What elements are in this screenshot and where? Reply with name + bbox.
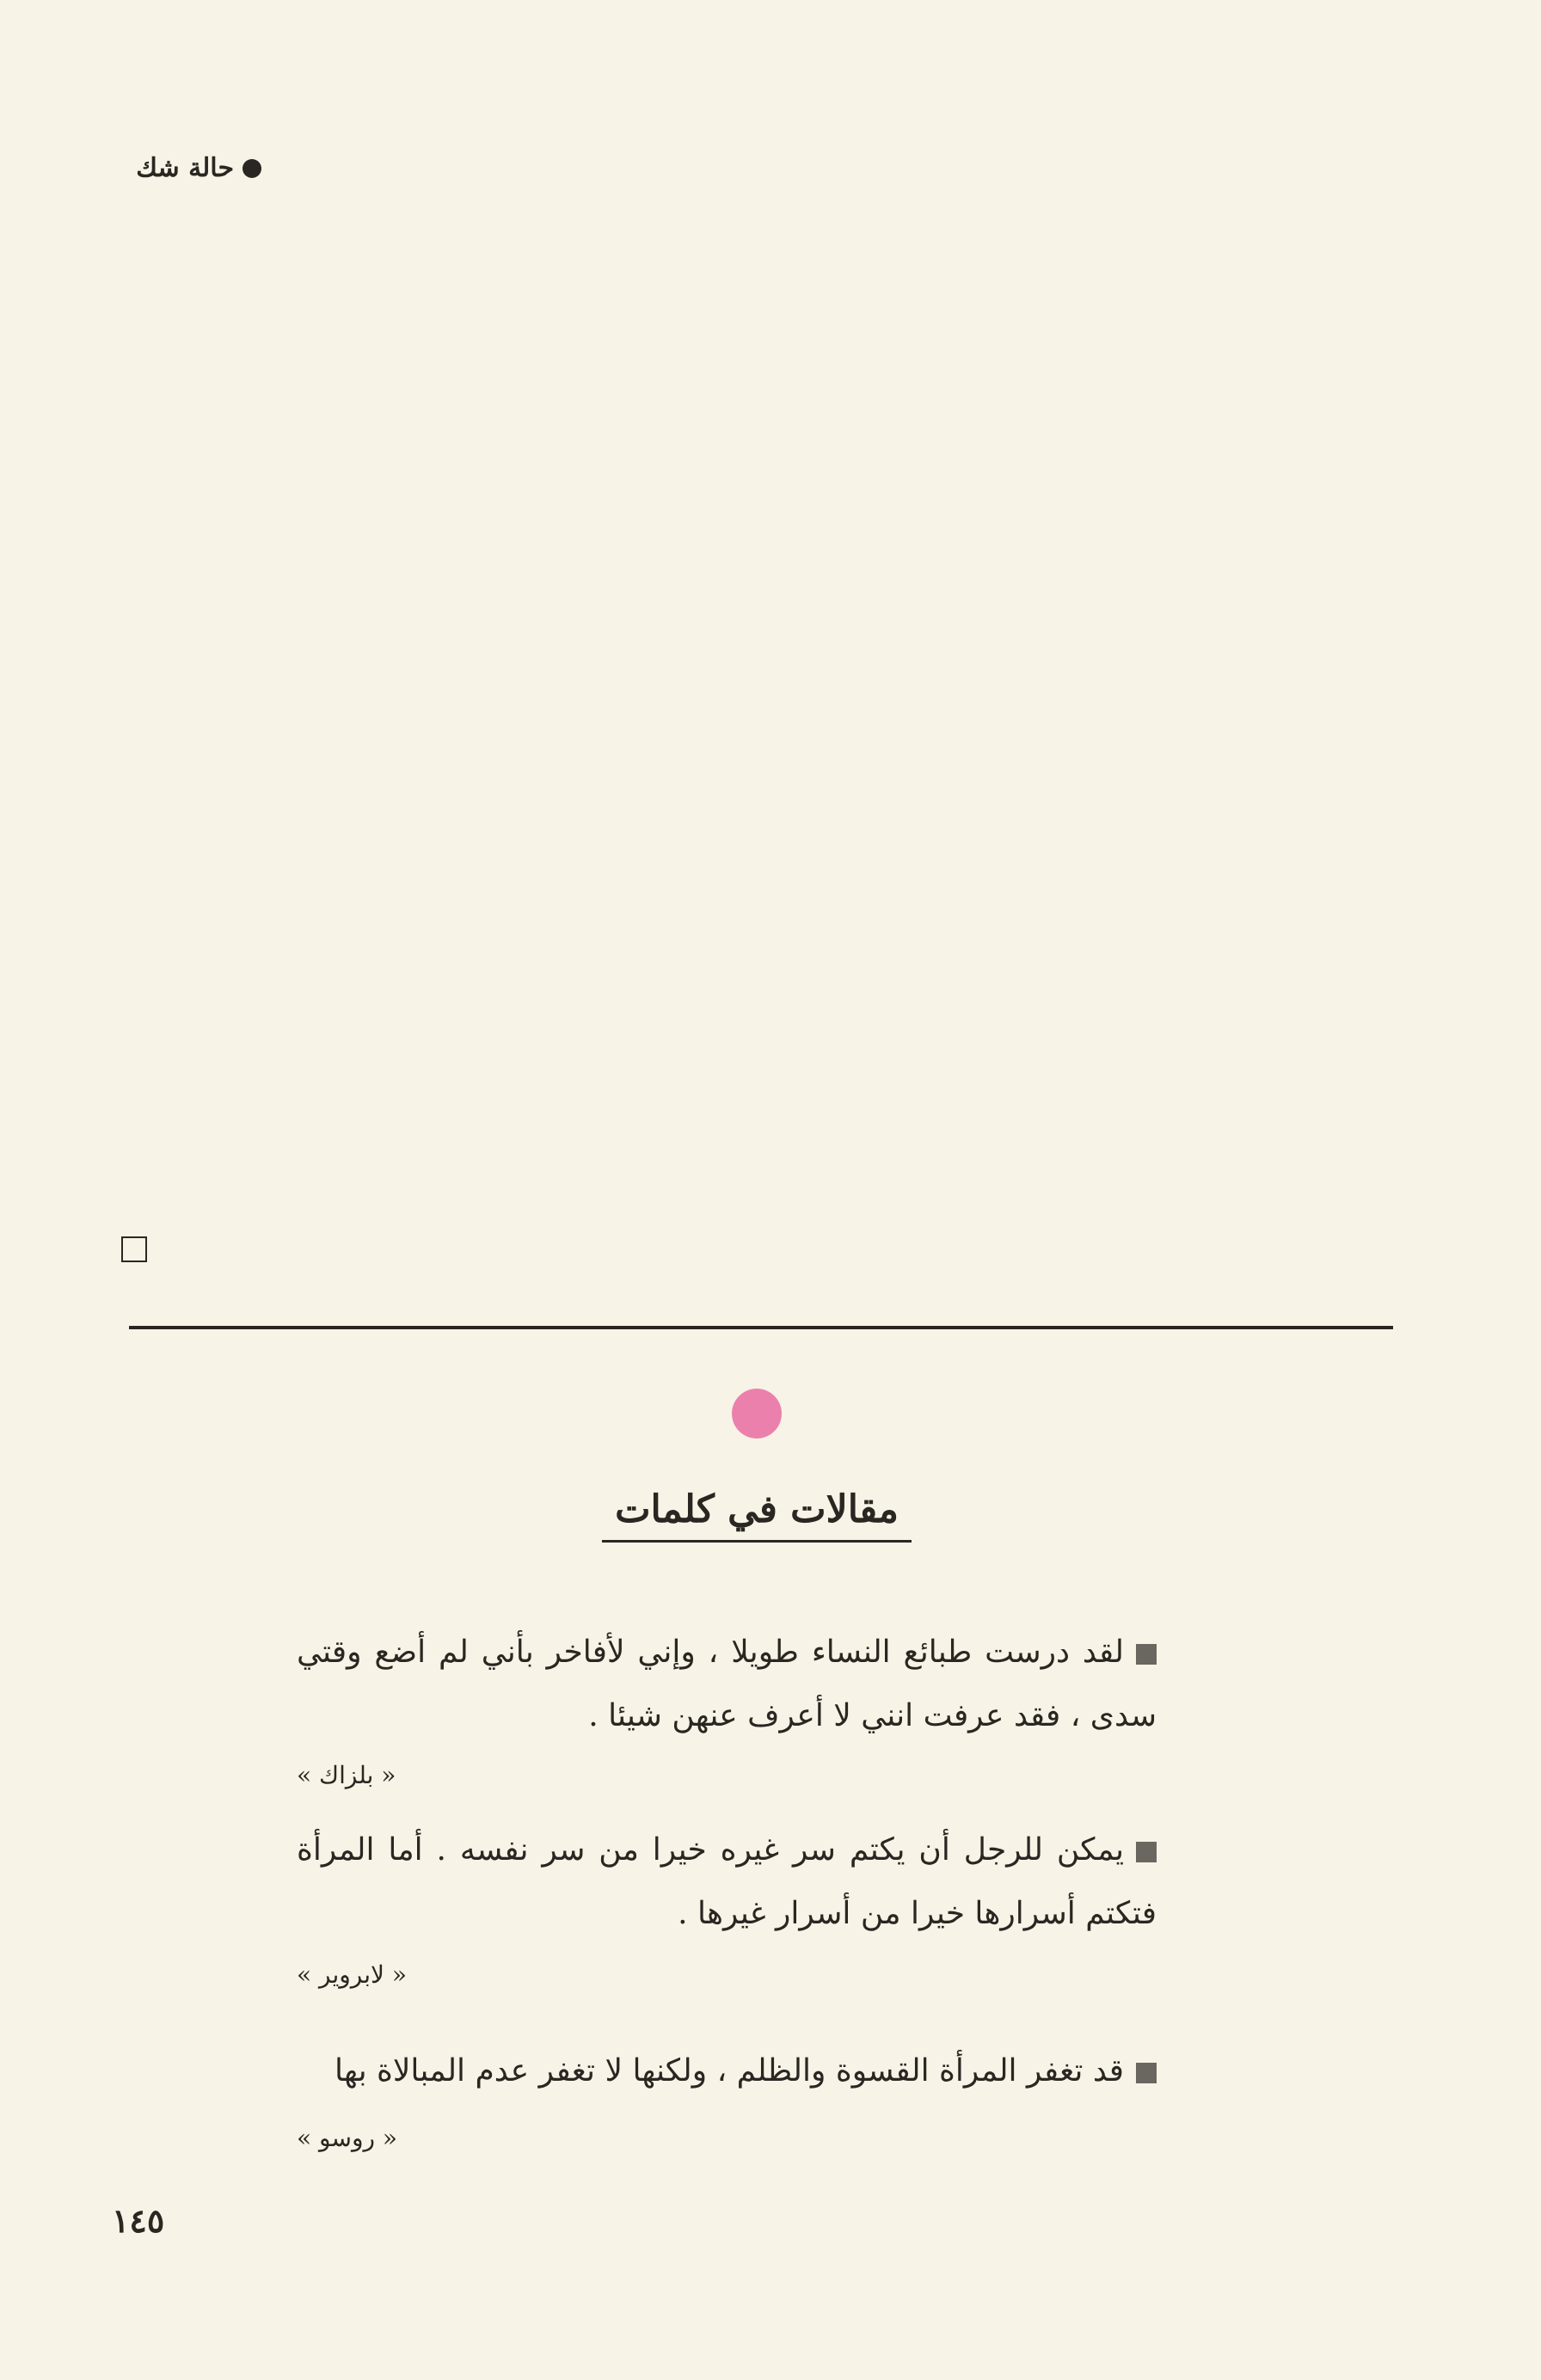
article-column-left bbox=[129, 225, 735, 1257]
quote-author: « روسو » bbox=[297, 2124, 398, 2152]
quote-text: قد تغفر المرأة القسوة والظلم ، ولكنها لا تغفر عدم المبالاة بها bbox=[335, 2053, 1124, 2089]
pink-circle-icon bbox=[732, 1389, 782, 1438]
quote-block bbox=[297, 2040, 1157, 2103]
article-column-right bbox=[787, 225, 1393, 1257]
square-bullet-icon bbox=[1136, 2063, 1157, 2083]
end-of-article-square-icon bbox=[121, 1236, 147, 1262]
quote-text: يمكن للرجل أن يكتم سر غيره خيرا من سر نفسه . أما المرأة فتكتم أسرارها خيرا من أسرار غيرها . bbox=[297, 1832, 1157, 1931]
quote-author: « لابروير » bbox=[297, 1960, 408, 1989]
quote-author: « بلزاك » bbox=[297, 1761, 396, 1789]
quote-block bbox=[297, 1621, 1157, 1748]
quote-block bbox=[297, 1819, 1157, 1946]
square-bullet-icon bbox=[1136, 1842, 1157, 1862]
quote-text: لقد درست طبائع النساء طويلا ، وإني لأفاخر بأني لم أضع وقتي سدى ، فقد عرفت انني لا أعرف عنهن شيئا . bbox=[297, 1635, 1157, 1733]
running-title: حالة شك bbox=[136, 153, 234, 183]
section-divider bbox=[129, 1326, 1393, 1329]
section-title: مقالات في كلمات bbox=[602, 1488, 912, 1543]
square-bullet-icon bbox=[1136, 1644, 1157, 1665]
page-number: ١٤٥ bbox=[112, 2201, 165, 2240]
running-header bbox=[136, 153, 261, 183]
bullet-icon bbox=[243, 159, 261, 178]
